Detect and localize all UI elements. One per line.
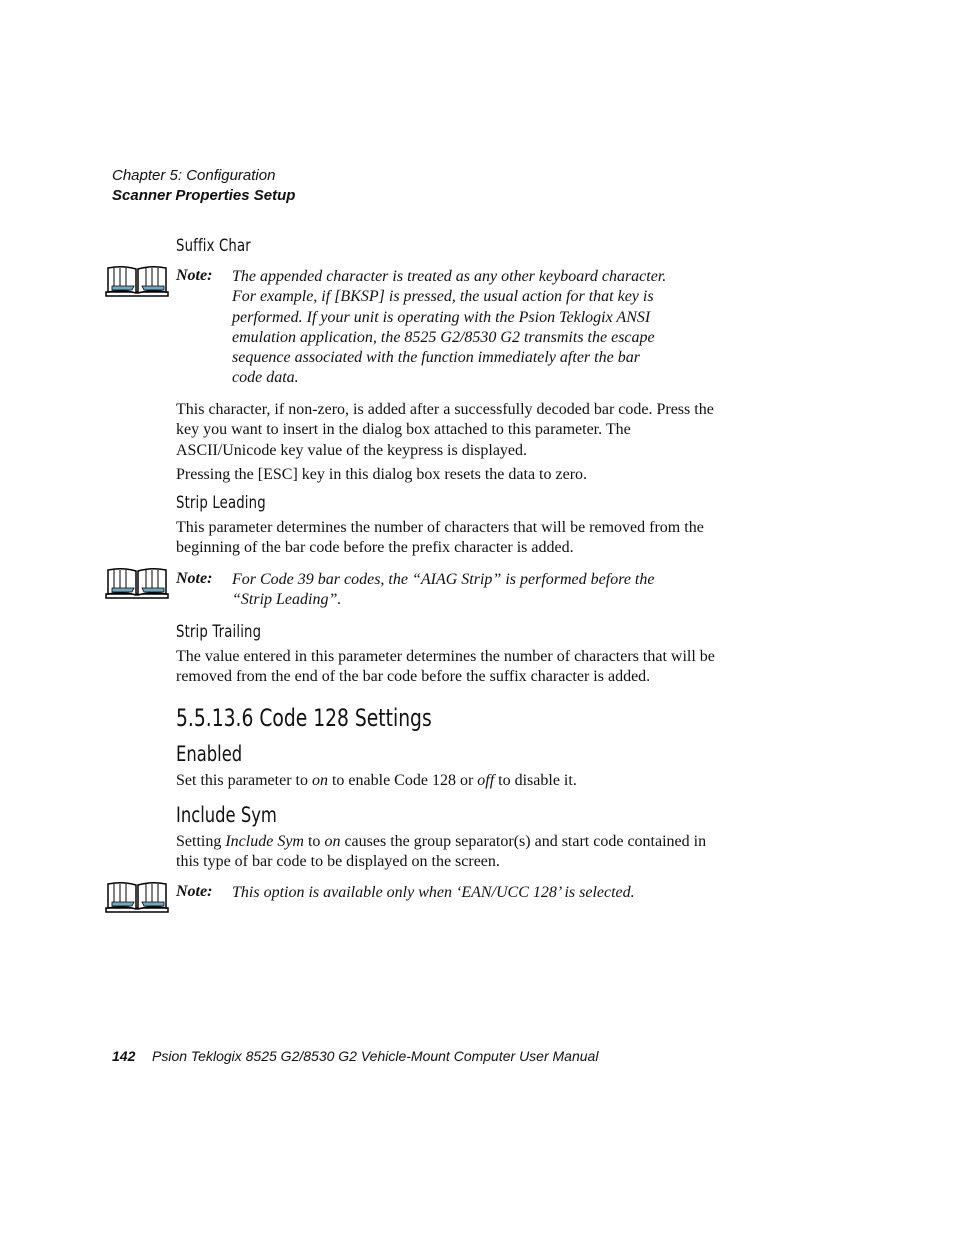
code128-section-heading: 5.5.13.6 Code 128 Settings (176, 704, 432, 732)
strip-trailing-paragraph: The value entered in this parameter determines the number of characters that will be removed from the end of the bar code before the suffix character is added. (176, 648, 715, 686)
strip-leading-paragraph: This parameter determines the number of characters that will be removed from the beginning of the bar code before the prefix character is added. (176, 519, 704, 557)
suffix-char-note: The appended character is treated as any other keyboard character. For example, if [BKSP] is pressed, the usual action for that key is performed. If your unit is operating with the Psion Teklogix ANSI emulation application, the 8525 G2/8530 G2 transmits the escape sequence associated with the function immediately after the bar code data. (232, 268, 667, 387)
running-header-section: Scanner Properties Setup (112, 187, 296, 204)
strip-leading-note: For Code 39 bar codes, the “AIAG Strip” is performed before the “Strip Leading”. (232, 571, 655, 609)
note-label: Note: (176, 883, 213, 900)
include-sym-note: This option is available only when ‘EAN/UCC 128’ is selected. (232, 884, 635, 901)
running-header-chapter: Chapter 5: Configuration (112, 167, 276, 184)
note-book-icon (104, 880, 170, 914)
enabled-paragraph: Set this parameter to on to enable Code 128 or off to disable it. (176, 772, 577, 789)
note-book-icon (104, 264, 170, 298)
page-number: 142 (112, 1048, 136, 1064)
strip-trailing-heading: Strip Trailing (176, 622, 262, 642)
strip-leading-heading: Strip Leading (176, 493, 266, 513)
suffix-char-heading: Suffix Char (176, 236, 251, 256)
footer-manual-title: Psion Teklogix 8525 G2/8530 G2 Vehicle-Mount Computer User Manual (152, 1048, 599, 1064)
note-label: Note: (176, 267, 213, 284)
note-book-icon (104, 566, 170, 600)
enabled-heading: Enabled (176, 742, 243, 766)
suffix-char-esc-paragraph: Pressing the [ESC] key in this dialog box resets the data to zero. (176, 466, 588, 483)
suffix-char-paragraph: This character, if non-zero, is added after a successfully decoded bar code. Press the key you want to insert in the dialog box attached to this parameter. The ASCII/Unicode key value of the keypress is displayed. (176, 401, 714, 459)
note-label: Note: (176, 570, 213, 587)
include-sym-heading: Include Sym (176, 803, 277, 827)
include-sym-paragraph: Setting Include Sym to on causes the group separator(s) and start code contained in this type of bar code to be displayed on the screen. (176, 833, 707, 871)
